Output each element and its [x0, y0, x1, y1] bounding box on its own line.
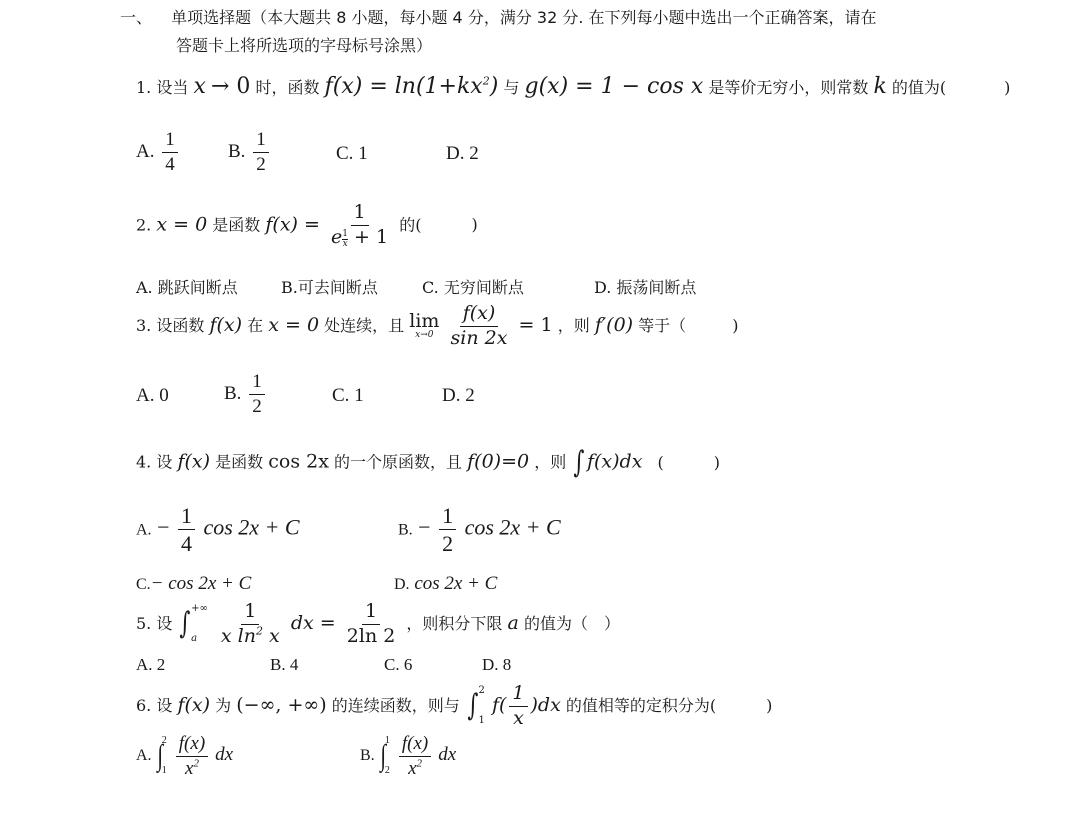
- q2-text: 是函数: [212, 215, 261, 235]
- q1-option-d: [446, 144, 479, 163]
- option-label: B.: [360, 747, 375, 765]
- q3-text: 在: [247, 315, 264, 335]
- integral-icon: ∫: [467, 688, 479, 724]
- q4-function: f(x): [177, 450, 211, 473]
- q3-point: x = 0: [268, 313, 320, 336]
- q6-dx: )dx: [530, 693, 561, 716]
- option-value: 0: [159, 385, 169, 406]
- q5-limits: +∞ a: [191, 603, 208, 645]
- q6-paren: ): [766, 695, 773, 715]
- q4-paren: ): [713, 452, 720, 472]
- option-limits: 2 1: [161, 735, 167, 777]
- q4-text: 是函数: [215, 452, 264, 472]
- q3-text: ，则: [557, 315, 590, 335]
- q5-text: 的值为（: [523, 613, 588, 633]
- fraction: $\frac{1}{2}$: [249, 372, 265, 417]
- option-limits: 1 2: [384, 735, 390, 777]
- fraction: $\frac{1}{4}$: [162, 130, 178, 175]
- option-label: A.: [136, 385, 155, 406]
- option-label: D.: [442, 385, 461, 406]
- option-label: B.: [224, 382, 242, 404]
- q2-text: 的(: [399, 215, 422, 235]
- q3-fraction: $\frac{f(x)}{\sin 2x}$: [450, 302, 508, 349]
- option-label: A.: [136, 140, 155, 162]
- fraction: $\frac{1}{4}$: [178, 504, 195, 555]
- q6-function: f(x): [177, 693, 211, 716]
- option-sign: −: [157, 514, 170, 540]
- q1-text: 设当: [156, 78, 189, 97]
- q6-text: 的值相等的定积分为(: [565, 695, 717, 715]
- q1-function-g: g(x) = 1 − cos x: [524, 74, 704, 99]
- q6-f: f(: [491, 693, 507, 716]
- q4-cos: cos 2x: [268, 450, 329, 473]
- section-line-1: 单项选择题（本大题共 8 小题，每小题 4 分，满分 32 分. 在下列每小题中选出一个正确答案，请在: [171, 8, 877, 27]
- option-dx: dx: [438, 744, 457, 766]
- option-value: 1: [358, 143, 368, 164]
- q4-condition: f(0)=0: [467, 450, 530, 473]
- option-expr: − cos 2x + C: [150, 573, 252, 594]
- q3-text: 等于（: [638, 315, 687, 335]
- integral-icon: ∫: [156, 739, 163, 773]
- q2-paren: ): [471, 215, 478, 235]
- integral-icon: ∫: [179, 606, 191, 642]
- q3-option-c: [332, 386, 364, 405]
- q4-text: ，则: [534, 452, 567, 472]
- q5-paren: ）: [603, 613, 620, 633]
- option-label: A.: [136, 521, 152, 539]
- option-value: 1: [354, 385, 364, 406]
- option-label: C.: [336, 143, 354, 164]
- option-label: D.: [446, 143, 465, 164]
- option-label: D.: [394, 576, 410, 593]
- q1-text: 时，函数: [255, 78, 320, 97]
- q3-text: 设函数: [156, 315, 205, 335]
- q4-option-a: [136, 504, 300, 555]
- q6-option-a: [136, 734, 233, 779]
- option-label: A.: [136, 747, 152, 765]
- q3-equals: = 1: [518, 313, 553, 336]
- q5-text: 设: [156, 613, 173, 633]
- fraction: $\frac{1}{2}$: [253, 130, 269, 175]
- q2-option-a: A. 跳跃间断点: [136, 278, 238, 297]
- q6-text: 的连续函数，则与: [331, 695, 460, 715]
- question-3: [136, 304, 738, 349]
- q2-number: 2.: [136, 215, 152, 235]
- q5-option-d: D. 8: [482, 655, 512, 674]
- q3-option-a: [136, 386, 169, 405]
- q3-option-b: [224, 372, 268, 417]
- q6-limits: 2 1: [478, 685, 485, 727]
- q1-var-x: x: [193, 74, 206, 99]
- q4-number: 4.: [136, 452, 152, 472]
- q3-option-d: [442, 386, 475, 405]
- option-dx: dx: [215, 744, 234, 766]
- q5-dx: dx =: [290, 611, 336, 634]
- option-label: B.: [228, 140, 246, 162]
- q4-paren: (: [657, 452, 664, 472]
- fraction: $\frac{f(x)}{x^2}$: [399, 734, 431, 779]
- q4-text: 的一个原函数，且: [334, 452, 463, 472]
- q2-point: x = 0: [156, 213, 208, 236]
- question-5: [136, 602, 620, 647]
- q6-inner-fraction: $\frac{1}{x}$: [509, 684, 527, 729]
- q6-interval: (−∞, +∞): [236, 693, 327, 716]
- q2-option-d: D. 振荡间断点: [594, 278, 697, 297]
- q1-text: 与: [503, 78, 520, 97]
- section-number: 一、: [120, 8, 153, 27]
- option-label: B.: [398, 521, 413, 539]
- q2-function: f(x) =: [265, 213, 320, 236]
- section-header: [120, 10, 877, 26]
- option-expr: cos 2x + C: [203, 514, 300, 540]
- q1-function-f: $f(x) = \ln(1+kx^2)$: [324, 74, 499, 99]
- q3-derivative: f′(0): [594, 313, 634, 336]
- question-4: [136, 445, 720, 480]
- q6-text: 设: [156, 695, 173, 715]
- q3-text: 处连续，且: [324, 315, 405, 335]
- q1-limit: → 0: [210, 74, 251, 99]
- q1-number: 1.: [136, 78, 152, 97]
- q3-limit: lim x→0: [409, 310, 440, 341]
- fraction: $\frac{1}{2}$: [439, 504, 456, 555]
- q4-integrand: f(x)dx: [586, 450, 643, 473]
- q4-option-d: [394, 574, 497, 593]
- option-sign: −: [418, 514, 431, 540]
- q5-option-b: B. 4: [270, 655, 299, 674]
- q5-var-a: a: [507, 611, 519, 634]
- q5-option-c: C. 6: [384, 655, 413, 674]
- option-label: C.: [332, 385, 350, 406]
- q6-option-b: [360, 734, 456, 779]
- q3-number: 3.: [136, 315, 152, 335]
- option-label: C.: [136, 576, 151, 593]
- q6-number: 6.: [136, 695, 152, 715]
- q5-fraction: $\frac{1}{x \ln^2 x}$: [220, 600, 280, 647]
- question-2: [136, 203, 478, 249]
- q2-option-b: B.可去间断点: [281, 278, 378, 297]
- q5-text: ，则积分下限: [406, 613, 503, 633]
- question-6: [136, 684, 772, 729]
- q3-function: f(x): [209, 313, 243, 336]
- q1-option-c: [336, 144, 368, 163]
- section-line-2: 答题卡上将所选项的字母标号涂黑）: [176, 36, 433, 55]
- q1-text: 是等价无穷小，则常数: [708, 78, 869, 97]
- q4-option-c: [136, 574, 251, 593]
- q1-paren: ): [1004, 78, 1011, 97]
- q3-paren: ): [732, 315, 739, 335]
- integral-icon: ∫: [573, 445, 585, 480]
- q1-text: 的值为(: [891, 78, 947, 97]
- q5-option-a: A. 2: [136, 655, 166, 674]
- option-expr: cos 2x + C: [414, 573, 498, 594]
- q4-text: 设: [156, 452, 173, 472]
- q2-option-c: C. 无穷间断点: [422, 278, 524, 297]
- question-1: [136, 76, 1010, 98]
- q1-option-b: [228, 130, 272, 175]
- q2-fraction: 1 e $\frac{1}{x}$ + 1: [331, 201, 389, 249]
- integral-icon: ∫: [379, 739, 386, 773]
- q6-text: 为: [215, 695, 232, 715]
- option-expr: cos 2x + C: [464, 514, 561, 540]
- q1-option-a: [136, 130, 181, 175]
- q1-var-k: k: [873, 74, 887, 99]
- option-value: 2: [465, 385, 475, 406]
- q5-number: 5.: [136, 613, 152, 633]
- q5-rhs-fraction: $\frac{1}{2\ln 2}$: [346, 600, 396, 647]
- q4-option-b: [398, 504, 561, 555]
- option-value: 2: [469, 143, 479, 164]
- fraction: $\frac{f(x)}{x^2}$: [176, 734, 208, 779]
